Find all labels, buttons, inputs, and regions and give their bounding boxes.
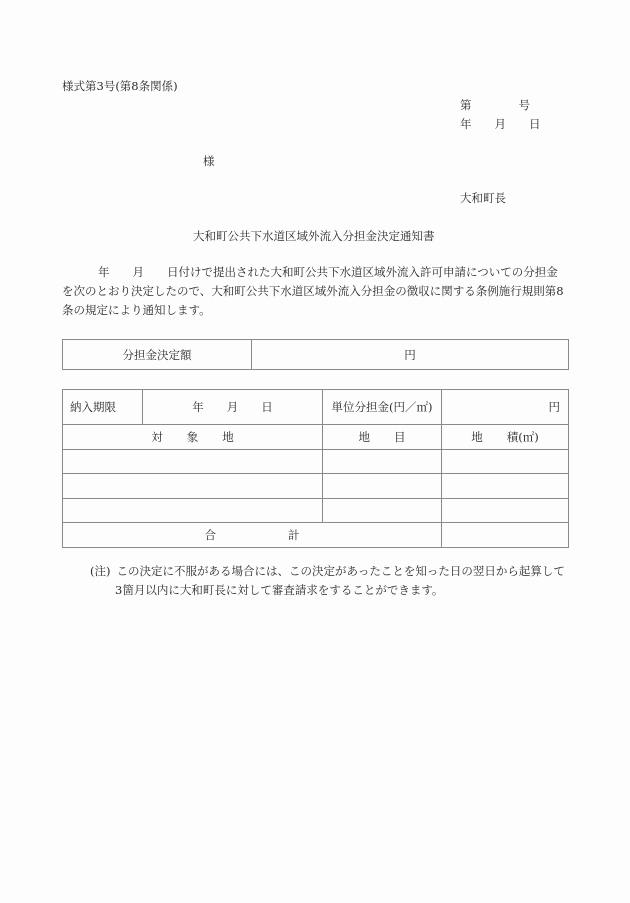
area-field[interactable] (442, 474, 569, 499)
document-number (460, 100, 530, 112)
area-field[interactable] (442, 498, 569, 523)
deadline-label: 納入期限 (63, 390, 143, 425)
land-category-field[interactable] (323, 449, 442, 474)
issuer-name: 大和町長 (460, 191, 506, 205)
date-year: 年 (460, 117, 472, 131)
header-char: 地 (471, 429, 483, 444)
total-char: 計 (288, 527, 300, 542)
body-line3: 条の規定により通知します。 (62, 303, 211, 317)
unit-price-field[interactable] (442, 390, 569, 425)
amount-label: 分担金決定額 (63, 340, 252, 370)
document-number-prefix: 第 (460, 98, 472, 112)
amount-table (62, 339, 569, 370)
header-row (63, 425, 569, 450)
note-marker: (注) (90, 564, 111, 578)
table-row (63, 474, 569, 499)
unit-price-label: 単位分担金(円／㎡) (323, 390, 442, 425)
body-line2: を次のとおり決定したので、大和町公共下水道区域外流入分担金の徴収に関する条例施行規則第8 (62, 284, 564, 298)
amount-value-field[interactable] (252, 340, 569, 370)
target-land-field[interactable] (63, 449, 323, 474)
header-area (442, 425, 569, 450)
body-year: 年 (98, 265, 110, 279)
header-land-category (323, 425, 442, 450)
date-month: 月 (494, 117, 506, 131)
total-label (63, 523, 442, 548)
target-land-field[interactable] (63, 498, 323, 523)
total-area-field[interactable] (442, 523, 569, 548)
header-char: 対 (151, 429, 163, 444)
body-paragraph (62, 263, 568, 320)
land-category-field[interactable] (323, 498, 442, 523)
header-target-land (63, 425, 323, 450)
header-char: 積(㎡) (506, 429, 539, 444)
unit-price-unit: 円 (548, 400, 560, 414)
target-land-field[interactable] (63, 474, 323, 499)
deadline-day: 日 (261, 400, 273, 414)
land-category-field[interactable] (323, 474, 442, 499)
issue-date (460, 119, 541, 131)
deadline-date-field[interactable] (143, 390, 323, 425)
note-line1: この決定に不服がある場合には、この決定があったことを知った日の翌日から起算して (116, 564, 565, 578)
detail-table (62, 389, 569, 548)
header-char: 地 (222, 429, 234, 444)
date-day: 日 (529, 117, 541, 131)
deadline-row (63, 390, 569, 425)
document-title: 大和町公共下水道区域外流入分担金決定通知書 (193, 229, 435, 243)
table-row (63, 498, 569, 523)
header-char: 象 (186, 429, 199, 444)
table-row (63, 449, 569, 474)
header-char: 目 (394, 429, 406, 444)
total-row (63, 523, 569, 548)
note-line2: 3箇月以内に大和町長に対して審査請求をすることができます。 (115, 583, 444, 597)
document-number-suffix: 号 (518, 98, 530, 112)
body-month: 月 (132, 265, 144, 279)
deadline-year: 年 (192, 400, 204, 414)
header-char: 地 (358, 429, 370, 444)
form-label: 様式第3号(第8条関係) (62, 79, 178, 93)
body-line1: 日付けで提出された大和町公共下水道区域外流入許可申請についての分担金 (167, 265, 558, 279)
total-char: 合 (204, 527, 216, 542)
addressee-suffix: 様 (203, 154, 215, 168)
deadline-month: 月 (226, 400, 239, 414)
area-field[interactable] (442, 449, 569, 474)
note (90, 562, 565, 600)
amount-unit: 円 (404, 347, 416, 362)
